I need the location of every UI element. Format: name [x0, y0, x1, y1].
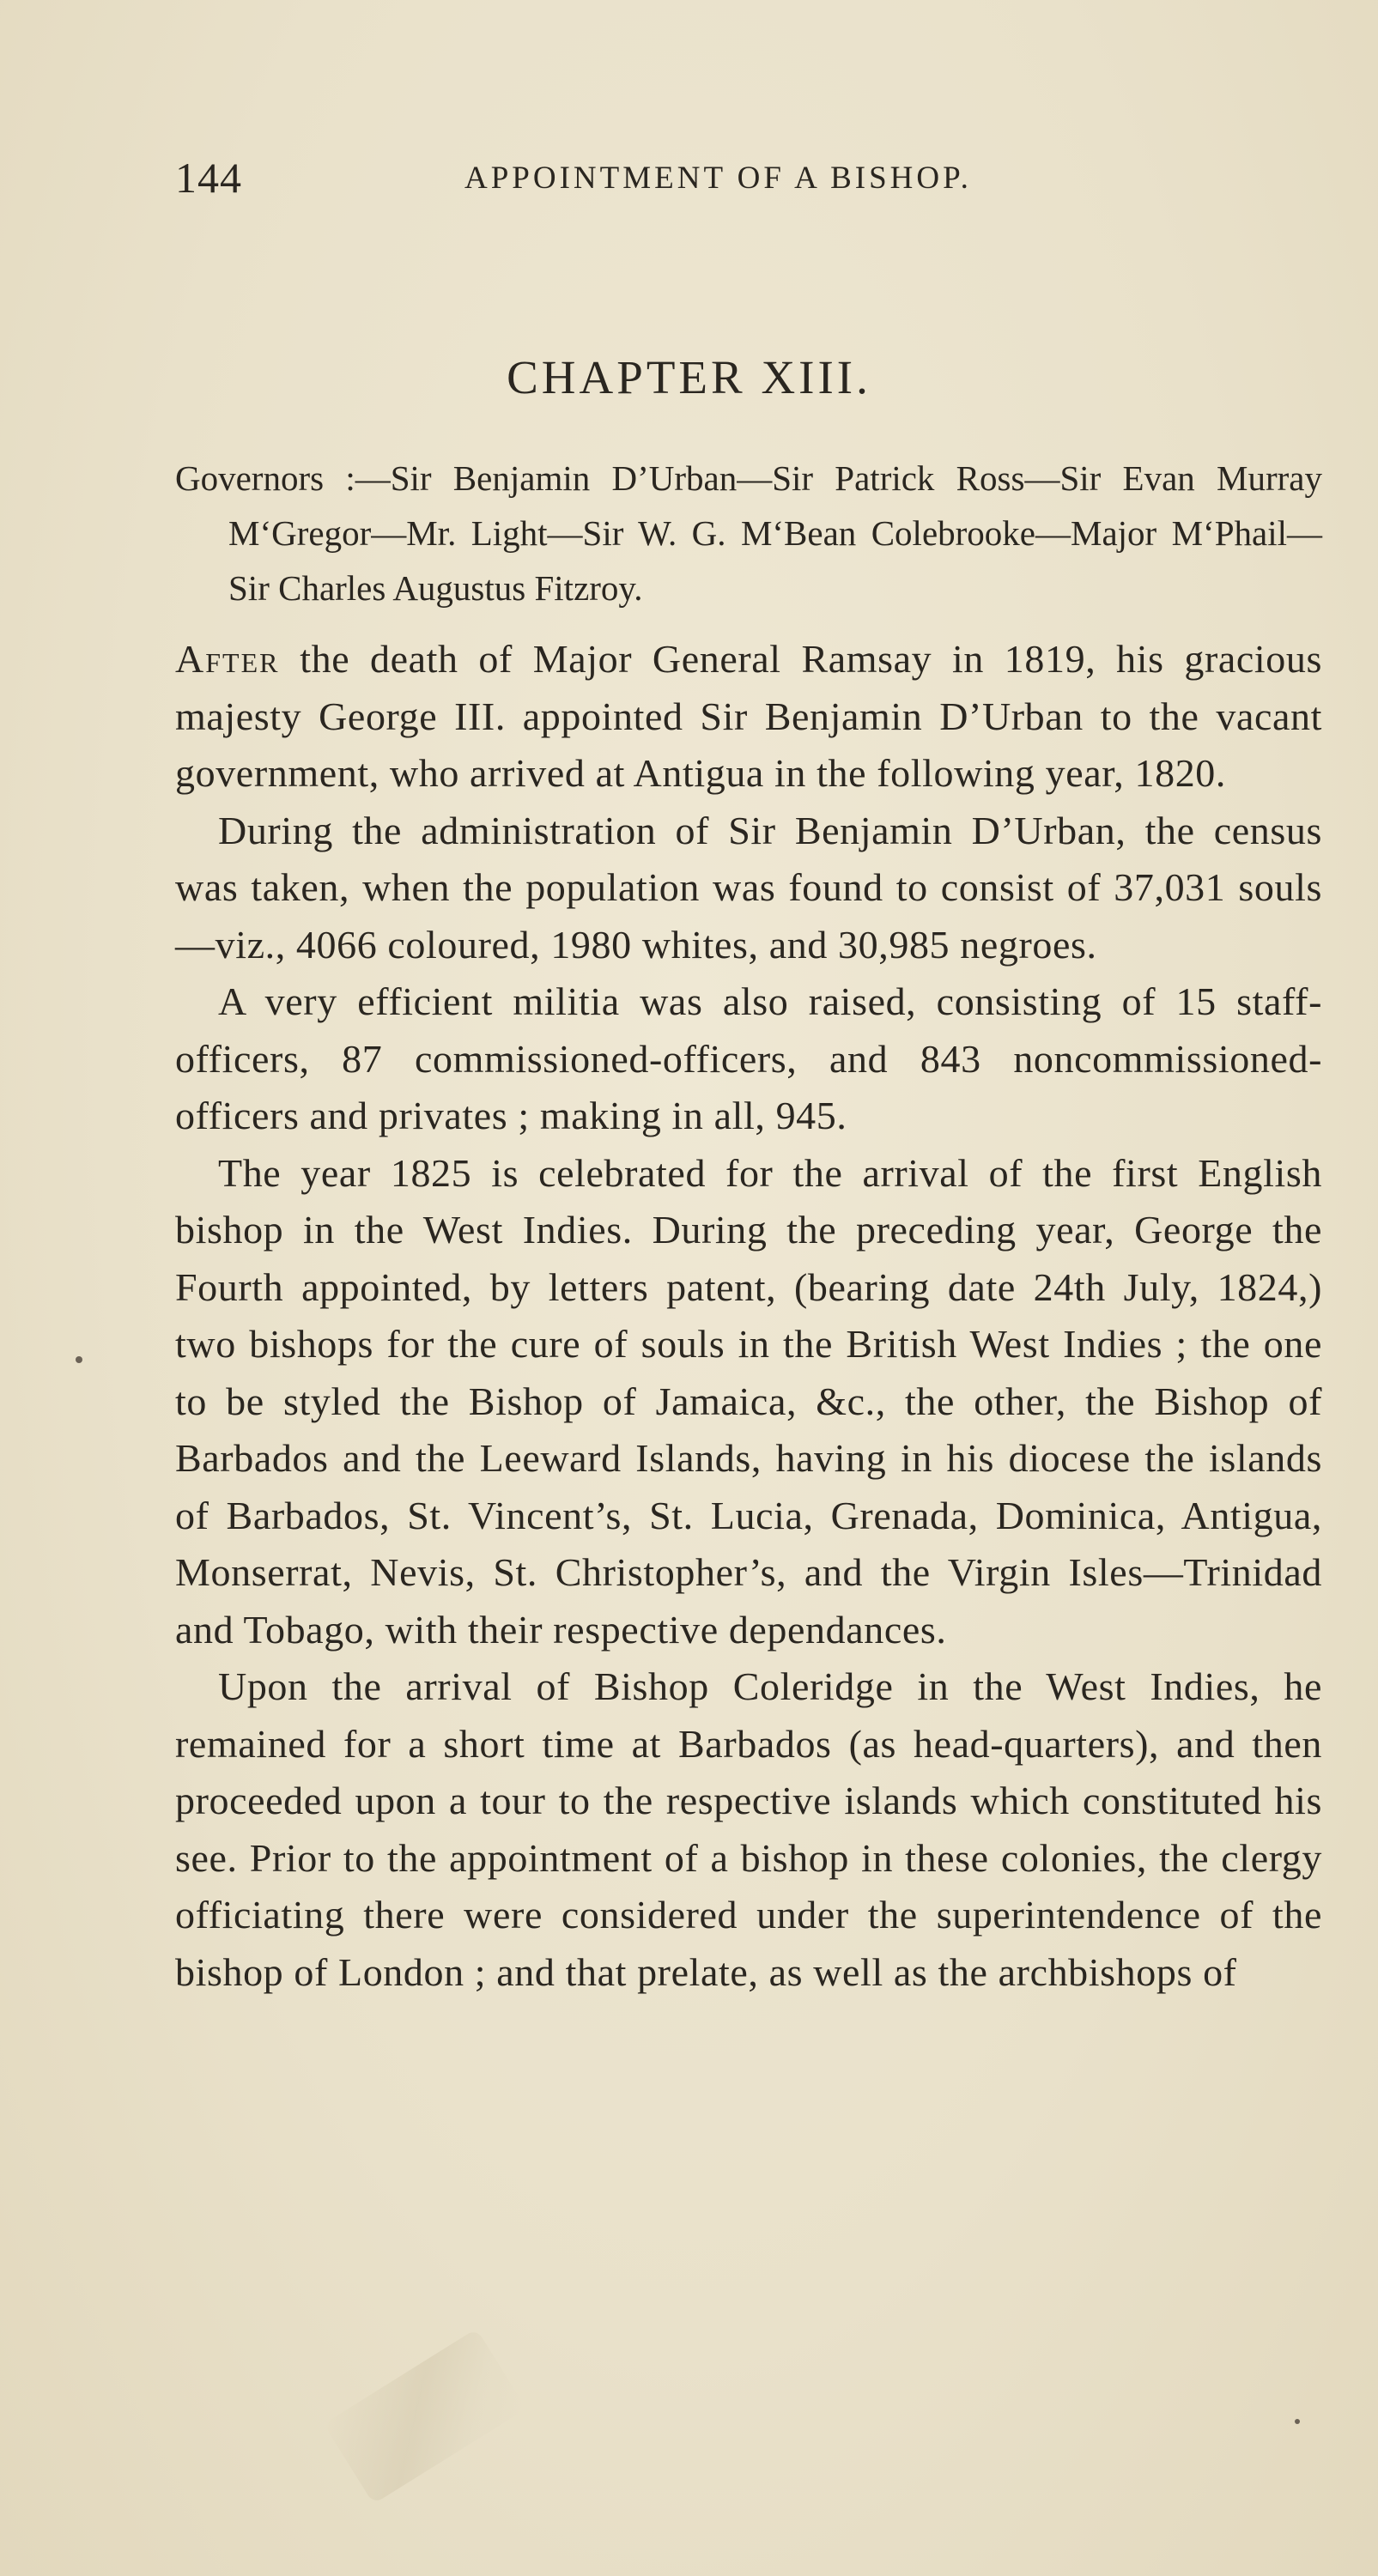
paragraph: During the administration of Sir Benjamin D’Urban, the census was taken, when the population was found to consist of 37,031 souls—viz., 4066 coloured, 1980 whites, and 30,985 negroes.: [175, 808, 1322, 967]
paragraph-lead-word: After: [175, 637, 280, 681]
chapter-synopsis: Governors :—Sir Benjamin D’Urban—Sir Patrick Ross—Sir Evan Murray M‘Gregor—Mr. Light—Sir W. G. M‘Bean Colebrooke—Major M‘Phail—Sir Charles Augustus Fitzroy.: [175, 458, 1322, 608]
paper-speck: [1295, 2419, 1300, 2424]
paragraph: Upon the arrival of Bishop Coleridge in the West Indies, he remained for a short time at Barbados (as head-quarters), and then proceeded upon a tour to the respective islands which constituted his see. Prior to the appointment of a bishop in these colonies, the clergy officiating there were considered under the superintendence of the bishop of London ; and that prelate, as well as the archbishops of: [175, 1664, 1322, 1994]
running-head: [175, 153, 1378, 204]
paragraph-text: the death of Major General Ramsay in 1819, his gracious majesty George III. appointed Sir Benjamin D’Urban to the vacant government, who arrived at Antigua in the following year, 1820.: [175, 637, 1322, 795]
paragraph: [175, 631, 1322, 803]
paper-stain: [324, 2329, 526, 2505]
running-title: APPOINTMENT OF A BISHOP.: [464, 161, 972, 196]
body-text: [175, 631, 1322, 2001]
paragraph: A very efficient militia was also raised, consisting of 15 staff-officers, 87 commissioned-officers, and 843 noncommissioned-officers and privates ; making in all, 945.: [175, 979, 1322, 1137]
paper-speck: [76, 1356, 82, 1363]
paragraph: The year 1825 is celebrated for the arrival of the first English bishop in the West Indies. During the preceding year, George the Fourth appointed, by letters patent, (bearing date 24th July, 1824,) two bishops for the cure of souls in the British West Indies ; the one to be styled the Bishop of Jamaica, &c., the other, the Bishop of Barbados and the Leeward Islands, having in his diocese the islands of Barbados, St. Vincent’s, St. Lucia, Grenada, Dominica, Antigua, Monserrat, Nevis, St. Christopher’s, and the Virgin Isles—Trinidad and Tobago, with their respective dependances.: [175, 1150, 1322, 1652]
chapter-title: CHAPTER XIII.: [507, 351, 871, 403]
page-number: 144: [175, 154, 242, 202]
